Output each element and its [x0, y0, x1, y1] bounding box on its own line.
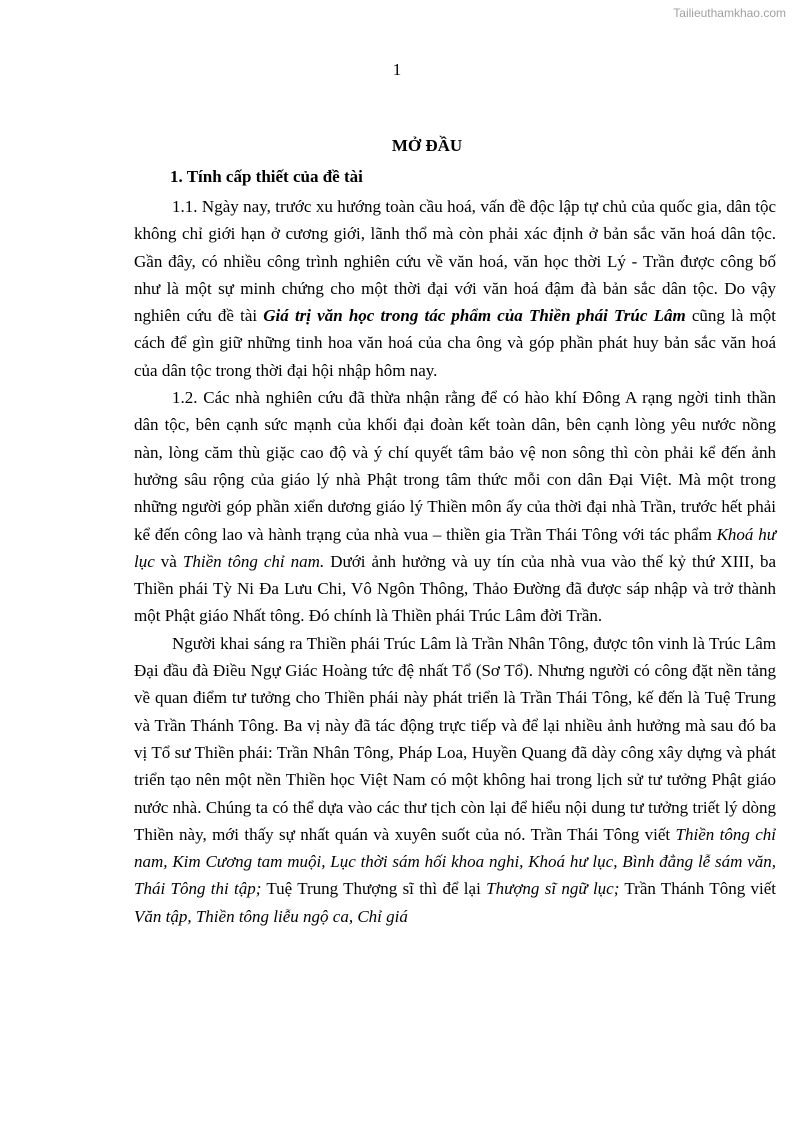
work-titles: Thượng sĩ ngữ lục; [486, 879, 620, 899]
work-titles: Thiền tông chỉ nam, Kim Cương tam muội, Lục thời sám hối khoa nghi, Khoá hư lục, Bình đẳng lễ sám văn, Thái Tông thi tập; [134, 824, 776, 899]
paragraph-3 [134, 630, 776, 930]
conjunction: và [154, 551, 183, 571]
paragraph-3-mid-1: Tuệ Trung Thượng sĩ thì để lại [261, 879, 487, 899]
paragraph-3-mid-2: Trần Thánh Tông viết [619, 879, 776, 899]
page-title: MỞ ĐẦU [391, 136, 463, 155]
paragraph-2-tail: Dưới ảnh hưởng và uy tín của nhà vua vào thế kỷ thứ XIII, ba Thiền phái Tỳ Ni Đa Lưu Chi, Vô Ngôn Thông, Thảo Đường đã được sáp nhập và trở thành một Phật giáo Nhất tông. Đó chính là Thiền phái Trúc Lâm đời Trần. [134, 551, 777, 626]
paragraph-3-text: Người khai sáng ra Thiền phái Trúc Lâm là Trần Nhân Tông, được tôn vinh là Trúc Lâm Đại đầu đà Điều Ngự Giác Hoàng tức đệ nhất Tổ (Sơ Tổ). Nhưng người có công đặt nền tảng về quan điểm tư tưởng cho Thiền phái này phát triển là Trần Thái Tông, kế đến là Tuệ Trung và Trần Thánh Tông. Ba vị này đã tác động trực tiếp và để lại nhiều ảnh hưởng mà sau đó ba vị Tổ sư Thiền phái: Trần Nhân Tông, Pháp Loa, Huyền Quang đã dày công xây dựng và phát triển tạo nên một nền Thiền học Việt Nam có một không hai trong lịch sử tư tưởng Phật giáo nước nhà. Chúng ta có thể dựa vào các thư tịch còn lại để hiểu nội dung tư tưởng triết lý dòng Thiền này, mới thấy sự nhất quán và xuyên suốt của nó. Trần Thái Tông viết [134, 633, 776, 844]
body-text [134, 193, 776, 930]
page-number: 1 [392, 60, 402, 79]
paragraph-1-text: 1.1. Ngày nay, trước xu hướng toàn cầu hoá, vấn đề độc lập tự chủ của quốc gia, dân tộc không chỉ giới hạn ở cương giới, lãnh thổ mà còn phải xác định ở bản sắc văn hoá dân tộc. Gần đây, có nhiều công trình nghiên cứu về văn hoá, văn học thời Lý - Trần được công bố như là một sự minh chứng cho một thời đại với văn hoá đậm đà bản sắc dân tộc. Do vậy nghiên cứu đề tài [134, 197, 776, 326]
thesis-title: Giá trị văn học trong tác phẩm của Thiền phái Trúc Lâm [263, 306, 686, 326]
work-title: Khoá hư lục [134, 524, 776, 571]
paragraph-2 [134, 384, 776, 630]
paragraph-1-tail: cũng là một cách để gìn giữ những tinh hoa văn hoá của cha ông và góp phần phát huy bản sắc văn hoá của dân tộc trong thời đại hội nhập hôm nay. [134, 306, 776, 380]
work-title: Thiền tông chỉ nam. [182, 551, 325, 571]
work-titles: Văn tập, Thiền tông liễu ngộ ca, Chỉ giá [134, 906, 408, 926]
paragraph-2-text: 1.2. Các nhà nghiên cứu đã thừa nhận rằng để có hào khí Đông A rạng ngời tinh thần dân tộc, bên cạnh sức mạnh của khối đại đoàn kết toàn dân, bên cạnh lòng yêu nước nồng nàn, lòng căm thù giặc cao độ và ý chí quyết tâm bảo vệ non sông thì còn phải kể đến ảnh hưởng sâu rộng của giáo lý nhà Phật trong tâm thức mỗi con dân Đại Việt. Mà một trong những người góp phần xiển dương giáo lý Thiền môn ấy của thời đại nhà Trần, trước hết phải kể đến công lao và hành trạng của nhà vua – thiền gia Trần Thái Tông với tác phẩm [134, 388, 776, 544]
section-heading: 1. Tính cấp thiết của đề tài [170, 167, 363, 186]
paragraph-1 [134, 193, 776, 384]
watermark: Tailieuthamkhao.com [673, 6, 786, 20]
